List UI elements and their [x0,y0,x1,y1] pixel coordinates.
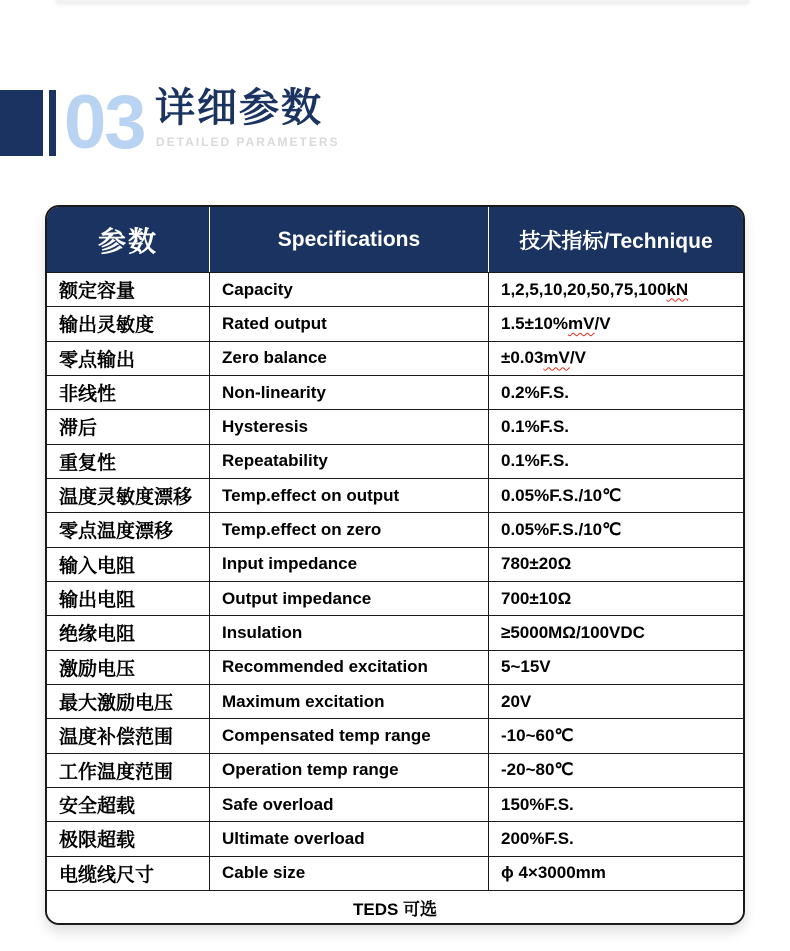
section-accent-bar [49,90,56,156]
spec-value [488,342,743,375]
spec-value [488,376,743,409]
spec-name-en: Cable size [209,857,488,890]
table-body [47,272,743,890]
section-subtitle: DETAILED PARAMETERS [156,135,340,149]
header-cell-specifications: Specifications [209,207,488,272]
spec-name-en: Capacity [209,273,488,306]
param-name-cn: 输出电阻 [59,589,136,612]
spec-name-en: Temp.effect on zero [209,513,488,546]
table-row [47,615,743,649]
table-row [47,409,743,443]
table-footer-teds: TEDS 可选 [47,890,743,923]
value-part: -20~80℃ [501,760,574,780]
spec-name-en: Output impedance [209,582,488,615]
value-part: ±0.03 [501,348,544,368]
cropped-card-shadow [55,0,750,7]
spec-value [488,857,743,890]
table-row [47,306,743,340]
spec-name-en: Operation temp range [209,754,488,787]
table-row [47,856,743,890]
spec-value [488,273,743,306]
spec-name-en: Repeatability [209,445,488,478]
value-part: 1,2,5,10,20,50,75,100 [501,279,667,299]
value-part: 0.1%F.S. [501,451,570,471]
table-header-row [47,207,743,272]
spec-value [488,719,743,752]
param-name-cn: 极限超载 [59,829,136,852]
section-number: 03 [64,80,145,165]
value-part: 0.2%F.S. [501,382,570,402]
param-name-cn: 零点输出 [59,348,136,371]
param-name-cn: 温度灵敏度漂移 [59,486,193,509]
param-name-cn: 激励电压 [59,657,136,680]
value-part: ≥5000MΩ/100VDC [501,622,645,642]
spec-name-en: Compensated temp range [209,719,488,752]
spec-name-en: Safe overload [209,788,488,821]
table-row [47,272,743,306]
header-cell-param: 参数 [97,225,158,257]
spec-value [488,445,743,478]
spec-value [488,616,743,649]
table-row [47,650,743,684]
spec-name-en: Insulation [209,616,488,649]
spec-name-en: Recommended excitation [209,651,488,684]
spec-name-en: Hysteresis [209,410,488,443]
table-row [47,375,743,409]
param-name-cn: 额定容量 [59,280,136,303]
param-name-cn: 工作温度范围 [59,760,174,783]
value-part: 0.1%F.S. [501,416,570,436]
param-name-cn: 滞后 [59,417,98,440]
spec-name-en: Temp.effect on output [209,479,488,512]
param-name-cn: 电缆线尺寸 [59,863,155,886]
value-part: 0.05%F.S./10℃ [501,485,622,505]
spec-name-en: Input impedance [209,548,488,581]
table-row [47,444,743,478]
spec-value [488,754,743,787]
spec-name-en: Maximum excitation [209,685,488,718]
value-part: 1.5±10% [501,313,568,333]
value-part: 20V [501,691,532,711]
spec-table [45,205,745,925]
spec-name-en: Zero balance [209,342,488,375]
section-title: 详细参数 [155,86,323,130]
table-row [47,341,743,375]
spec-value [488,410,743,443]
param-name-cn: 安全超载 [59,795,136,818]
spec-value [488,651,743,684]
table-row [47,684,743,718]
table-row [47,821,743,855]
value-part: 700±10Ω [501,588,572,608]
table-row [47,547,743,581]
table-row [47,718,743,752]
table-row [47,512,743,546]
spec-value [488,307,743,340]
table-row [47,787,743,821]
spec-value [488,685,743,718]
param-name-cn: 输入电阻 [59,554,136,577]
spec-name-en: Rated output [209,307,488,340]
param-name-cn: 绝缘电阻 [59,623,136,646]
table-row [47,753,743,787]
value-part: 150%F.S. [501,794,574,814]
spec-value [488,788,743,821]
value-part: -10~60℃ [501,725,574,745]
table-row [47,478,743,512]
spec-name-en: Ultimate overload [209,822,488,855]
param-name-cn: 最大激励电压 [59,692,174,715]
value-part-squiggled: kN [666,279,689,299]
param-name-cn: 输出灵敏度 [59,314,155,337]
spec-name-en: Non-linearity [209,376,488,409]
spec-value [488,479,743,512]
value-part: 200%F.S. [501,828,574,848]
spec-value [488,548,743,581]
spec-value [488,822,743,855]
value-part: ϕ 4×3000mm [501,863,606,883]
value-part: 0.05%F.S./10℃ [501,519,622,539]
table-row [47,581,743,615]
param-name-cn: 温度补偿范围 [59,726,174,749]
value-part: /V [569,348,586,368]
param-name-cn: 重复性 [59,451,117,474]
param-name-cn: 零点温度漂移 [59,520,174,543]
value-part: /V [594,313,611,333]
header-cell-technique: 技术指标/Technique [488,207,743,272]
value-part: 780±20Ω [501,554,572,574]
param-name-cn: 非线性 [59,383,117,406]
value-part: 5~15V [501,657,551,677]
value-part-squiggled: mV [568,313,595,333]
spec-value [488,582,743,615]
spec-value [488,513,743,546]
section-accent-square [0,90,43,156]
value-part-squiggled: mV [543,348,570,368]
